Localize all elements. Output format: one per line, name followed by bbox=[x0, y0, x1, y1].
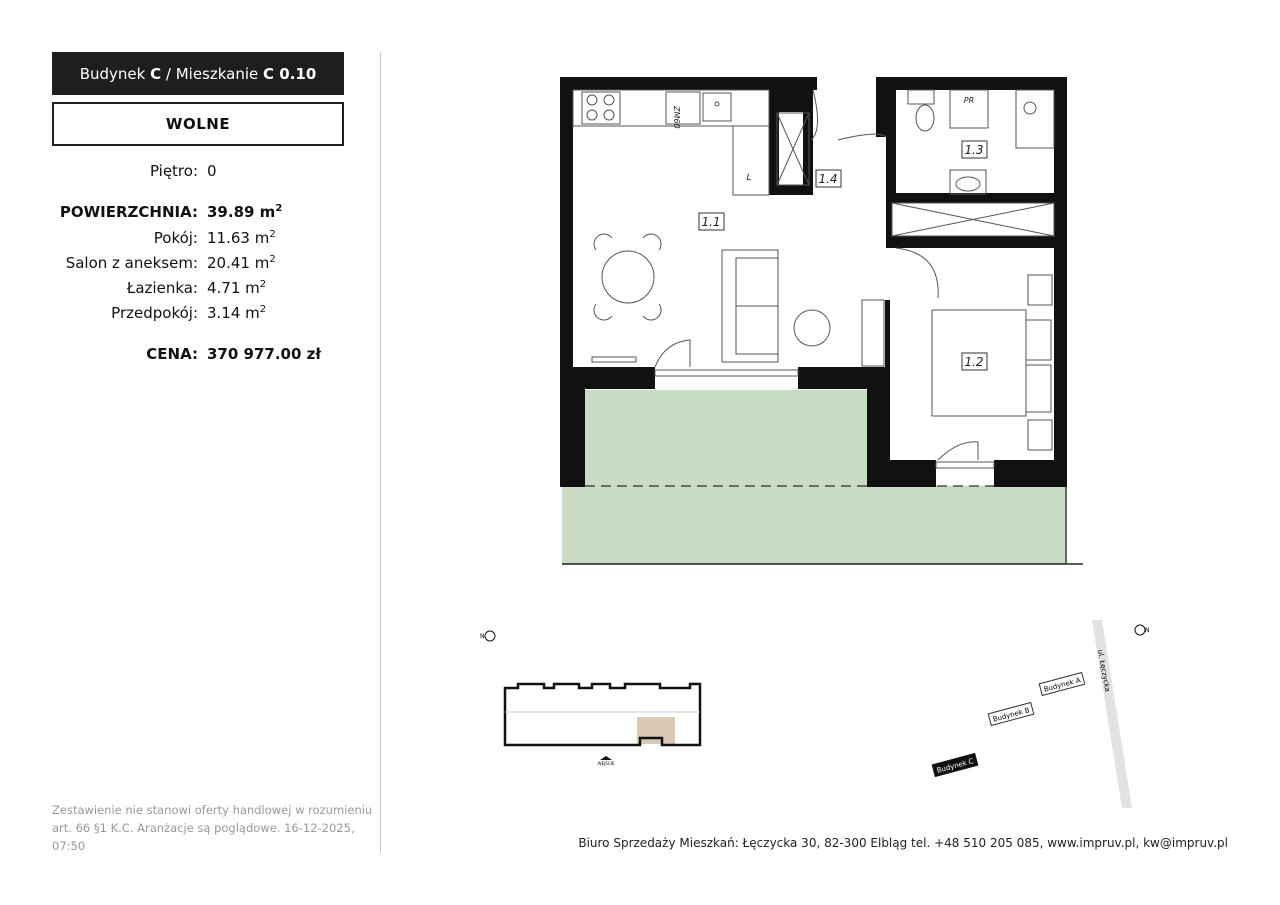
building-outline bbox=[480, 631, 700, 766]
room-label: 1.1 bbox=[701, 215, 721, 229]
room-area-label: Pokój: bbox=[153, 229, 198, 247]
location-map bbox=[932, 620, 1149, 808]
apartment-header: Budynek C / Mieszkanie C 0.10 bbox=[52, 52, 344, 95]
disclaimer-text: Zestawienie nie stanowi oferty handlowej w rozumieniu art. 66 §1 K.C. Aranżacje są poglądowe. 16-12-2025, 07:50 bbox=[52, 803, 373, 853]
total-area-value: 39.89 $m^2$ bbox=[207, 203, 283, 221]
dishwasher-label: ZM60 bbox=[672, 106, 681, 129]
building-c-label: Budynek C bbox=[935, 757, 975, 775]
floor-value: 0 bbox=[207, 162, 217, 180]
street-label: ul. Łęczycka bbox=[1096, 648, 1112, 693]
entrance-label: WEJŚCIE bbox=[597, 761, 615, 766]
floor-label: Piętro: bbox=[149, 162, 198, 180]
apartment-code: C 0.10 bbox=[263, 64, 317, 83]
apartment-label: Mieszkanie bbox=[175, 64, 259, 83]
room-area-value: 3.14 $m^2$ bbox=[207, 304, 267, 322]
room-area-value: 11.63 $m^2$ bbox=[207, 229, 276, 247]
building-b-label: Budynek B bbox=[992, 706, 1031, 724]
price-label: CENA: bbox=[146, 345, 198, 363]
washer-label: PR bbox=[963, 96, 975, 105]
room-area-label: Przedpokój: bbox=[111, 304, 198, 322]
total-area-label: POWIERZCHNIA: bbox=[59, 203, 198, 221]
room-label: 1.3 bbox=[964, 143, 984, 157]
price-value: 370 977.00 zł bbox=[207, 345, 321, 363]
room-area-value: 4.71 $m^2$ bbox=[207, 279, 267, 297]
room-label: 1.4 bbox=[818, 172, 838, 186]
sales-office-footer: Biuro Sprzedaży Mieszkań: Łęczycka 30, 82-300 Elbląg tel. +48 510 205 085, www.impruv.pl, kw@impruv.pl bbox=[578, 836, 1228, 850]
room-area-label: Łazienka: bbox=[126, 279, 198, 297]
room-area-value: 20.41 $m^2$ bbox=[207, 254, 276, 272]
building-code: C bbox=[150, 64, 162, 83]
north-label: N bbox=[1145, 627, 1150, 634]
status-label: WOLNE bbox=[165, 115, 231, 133]
north-label: N bbox=[480, 633, 485, 640]
room-area-label: Salon z aneksem: bbox=[65, 254, 198, 272]
room-label: 1.2 bbox=[964, 355, 984, 369]
building-label: Budynek bbox=[79, 64, 146, 83]
building-a-label: Budynek A bbox=[1043, 676, 1082, 694]
fridge-label: L bbox=[746, 173, 752, 183]
